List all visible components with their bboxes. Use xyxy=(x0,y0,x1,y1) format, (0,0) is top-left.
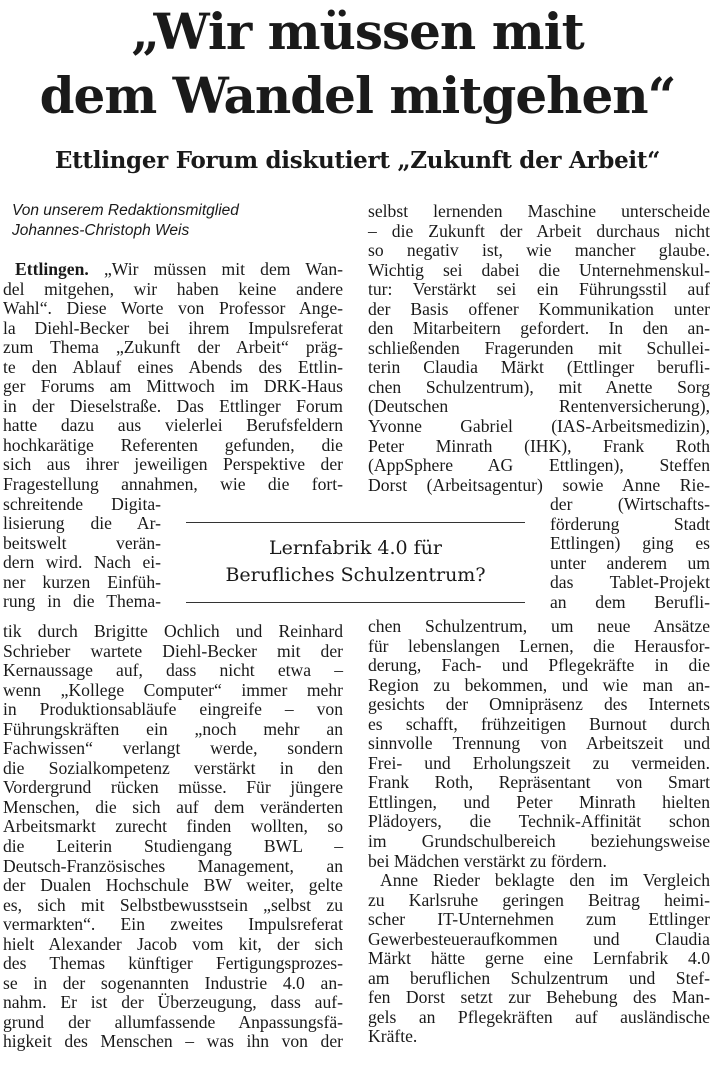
headline xyxy=(0,0,715,128)
column-line: (AppSphere AG Ettlingen), Steffen xyxy=(368,455,710,476)
column-line: Region zu bekommen, und wie man an- xyxy=(368,674,710,695)
column-line: chen Schulzentrum, um neue Ansätze xyxy=(368,616,710,636)
column-line: Anne Rieder beklagte den im Vergleich xyxy=(380,870,710,891)
column-line xyxy=(3,260,343,280)
column-line: in der Dieselstraße. Das Ettlinger Forum xyxy=(3,395,343,416)
column-line: se in der sogenannten Industrie 4.0 an- xyxy=(3,972,343,993)
column-line: derung, Fach- und Pflegekräfte in die xyxy=(368,655,710,676)
column-line: Deutsch-Französisches Management, an xyxy=(3,855,343,876)
column-line: im Grundschulbereich beziehungsweise xyxy=(368,831,710,852)
column-line: an dem Berufli- xyxy=(550,591,710,612)
column-line: Arbeitsmarkt zurecht finden wollten, so xyxy=(3,816,343,837)
dateline: Ettlingen. xyxy=(15,259,89,279)
column-line: chen Schulzentrum), mit Anette Sorg xyxy=(368,376,710,397)
column-line: rung in die Thema- xyxy=(3,591,161,612)
column-line: Fragestellung annahmen, wie die fort- xyxy=(3,474,343,495)
column-line: tik durch Brigitte Ochlich und Reinhard xyxy=(3,621,343,641)
column-line: tur: Verstärkt sei ein Führungsstil auf xyxy=(368,279,710,300)
column-line: Führungskräften ein „noch mehr an xyxy=(3,718,343,739)
column-line: scher IT-Unternehmen zum Ettlinger xyxy=(368,909,710,930)
column-line: Dorst (Arbeitsagentur) sowie Anne Rie- xyxy=(368,474,710,495)
column-line: Fachwissen“ verlangt werde, sondern xyxy=(3,738,343,759)
infobox-line-2: Berufliches Schulzentrum? xyxy=(225,564,486,586)
column-line: Frei- und Erholungszeit zu vermeiden. xyxy=(368,752,710,773)
column-line: unter anderem um xyxy=(550,552,710,573)
column-line: es, sich mit Selbstbewusstsein „selbst zu xyxy=(3,894,343,915)
column-line: (Deutschen Rentenversicherung), xyxy=(368,396,710,417)
column-line: förderung Stadt xyxy=(550,513,710,534)
column-line: Gewerbesteueraufkommen und Claudia xyxy=(368,928,710,949)
column-line: in Produktionsabläufe eingreife – von xyxy=(3,699,343,720)
column-line: hatte dazu aus vielerlei Berufsfeldern xyxy=(3,415,343,436)
column-line: Wahl“. Diese Worte von Professor Ange- xyxy=(3,298,343,319)
column-line: sinnvolle Trennung von Arbeitszeit und xyxy=(368,733,710,754)
column-line: Menschen, die sich auf dem veränderten xyxy=(3,796,343,817)
byline-line-1: Von unserem Redaktionsmitglied xyxy=(12,202,239,219)
column-line: terin Claudia Märkt (Ettlinger berufli- xyxy=(368,357,710,378)
column-line: del mitgehen, wir haben keine andere xyxy=(3,278,343,299)
column-line: der (Wirtschafts- xyxy=(550,494,710,515)
byline xyxy=(12,201,239,241)
column-line: zu Karlsruhe geringen Beitrag heimi- xyxy=(368,889,710,910)
column-line: higkeit des Menschen – was ihn von der xyxy=(3,1031,343,1052)
column-line-text: „Wir müssen mit dem Wan- xyxy=(103,259,343,279)
column-line: bei Mädchen verstärkt zu fördern. xyxy=(368,850,607,871)
column-2-bottom xyxy=(368,617,710,1047)
subheadline: Ettlinger Forum diskutiert „Zukunft der Arbeit“ xyxy=(54,147,661,174)
column-1-bottom xyxy=(3,622,343,1052)
column-line: gels an Pflegekräften auf ausländische xyxy=(368,1006,710,1027)
column-line: Peter Minrath (IHK), Frank Roth xyxy=(368,435,710,456)
column-line: für lebenslangen Lernen, die Herausfor- xyxy=(368,635,710,656)
column-line: der Basis offener Kommunikation unter xyxy=(368,298,710,319)
column-line: der Dualen Hochschule BW weiter, gelte xyxy=(3,875,343,896)
column-line: sich aus ihrer jeweiligen Perspektive der xyxy=(3,454,343,475)
column-line: Yvonne Gabriel (IAS-Arbeitsmedizin), xyxy=(368,416,710,437)
column-line: Plädoyers, die Technik-Affinität schon xyxy=(368,811,710,832)
column-line: Ettlingen, und Peter Minrath hielten xyxy=(368,791,710,812)
column-line: Märkt hätte gerne eine Lernfabrik 4.0 xyxy=(368,948,710,969)
column-line: schreitende Digita- xyxy=(3,493,161,514)
column-line: Wichtig sei dabei die Unternehmenskul- xyxy=(368,259,710,280)
column-line: Vordergrund rücken müsse. Für jüngere xyxy=(3,777,343,798)
column-line: hielt Alexander Jacob vom kit, der sich xyxy=(3,933,343,954)
column-line: vermarkten“. Ein zweites Impulsreferat xyxy=(3,914,343,935)
column-line: te den Ablauf eines Abends des Ettlin- xyxy=(3,356,343,377)
column-line: des Themas künftiger Fertigungsprozes- xyxy=(3,953,343,974)
column-line: dern wird. Nach ei- xyxy=(3,552,161,573)
column-line: lisierung die Ar- xyxy=(3,513,161,534)
column-line: den Mitarbeitern gefordert. In den an- xyxy=(368,318,710,339)
column-line: hochkarätige Referenten gefunden, die xyxy=(3,434,343,455)
column-line: das Tablet-Projekt xyxy=(550,572,710,593)
column-line: fen Dorst setzt zur Behebung des Man- xyxy=(368,987,710,1008)
column-line: selbst lernenden Maschine unterscheide xyxy=(368,201,710,221)
column-line: Kräfte. xyxy=(368,1026,418,1047)
column-line: wenn „Kollege Computer“ immer mehr xyxy=(3,679,343,700)
column-line: so negativ ist, wie mancher glaube. xyxy=(368,240,710,261)
column-line: Ettlingen) ging es xyxy=(550,533,710,554)
column-line: – die Zukunft der Arbeit durchaus nicht xyxy=(368,220,710,241)
column-line: ner kurzen Einfüh- xyxy=(3,571,161,592)
column-line: Frank Roth, Repräsentant von Smart xyxy=(368,772,710,793)
infobox xyxy=(186,522,525,603)
column-line: la Diehl-Becker bei ihrem Impulsreferat xyxy=(3,317,343,338)
column-line: die Leiterin Studiengang BWL – xyxy=(3,836,343,857)
column-line: nahm. Er ist der Überzeugung, dass auf- xyxy=(3,992,343,1013)
byline-line-2: Johannes-Christoph Weis xyxy=(12,222,190,239)
column-line: ger Forums am Mittwoch im DRK-Haus xyxy=(3,376,343,397)
column-line: es schafft, frühzeitigen Burnout durch xyxy=(368,713,710,734)
headline-line-2: dem Wandel mitgehen“ xyxy=(39,66,676,125)
column-line: Kernaussage auf, dass nicht etwa – xyxy=(3,660,343,681)
column-line: die Sozialkompetenz verstärkt in den xyxy=(3,757,343,778)
column-line: schließenden Fragerunden mit Schullei- xyxy=(368,337,710,358)
column-line: gesichts der Omnipräsenz des Internets xyxy=(368,694,710,715)
infobox-line-1: Lernfabrik 4.0 für xyxy=(268,537,443,559)
column-line: am beruflichen Schulzentrum und Stef- xyxy=(368,967,710,988)
column-line: grund der allumfassende Anpassungsfä- xyxy=(3,1011,343,1032)
column-line: Schrieber wartete Diehl-Becker mit der xyxy=(3,640,343,661)
column-line: beitswelt verän- xyxy=(3,532,161,553)
column-line: zum Thema „Zukunft der Arbeit“ präg- xyxy=(3,337,343,358)
headline-line-1: „Wir müssen mit xyxy=(131,2,584,61)
